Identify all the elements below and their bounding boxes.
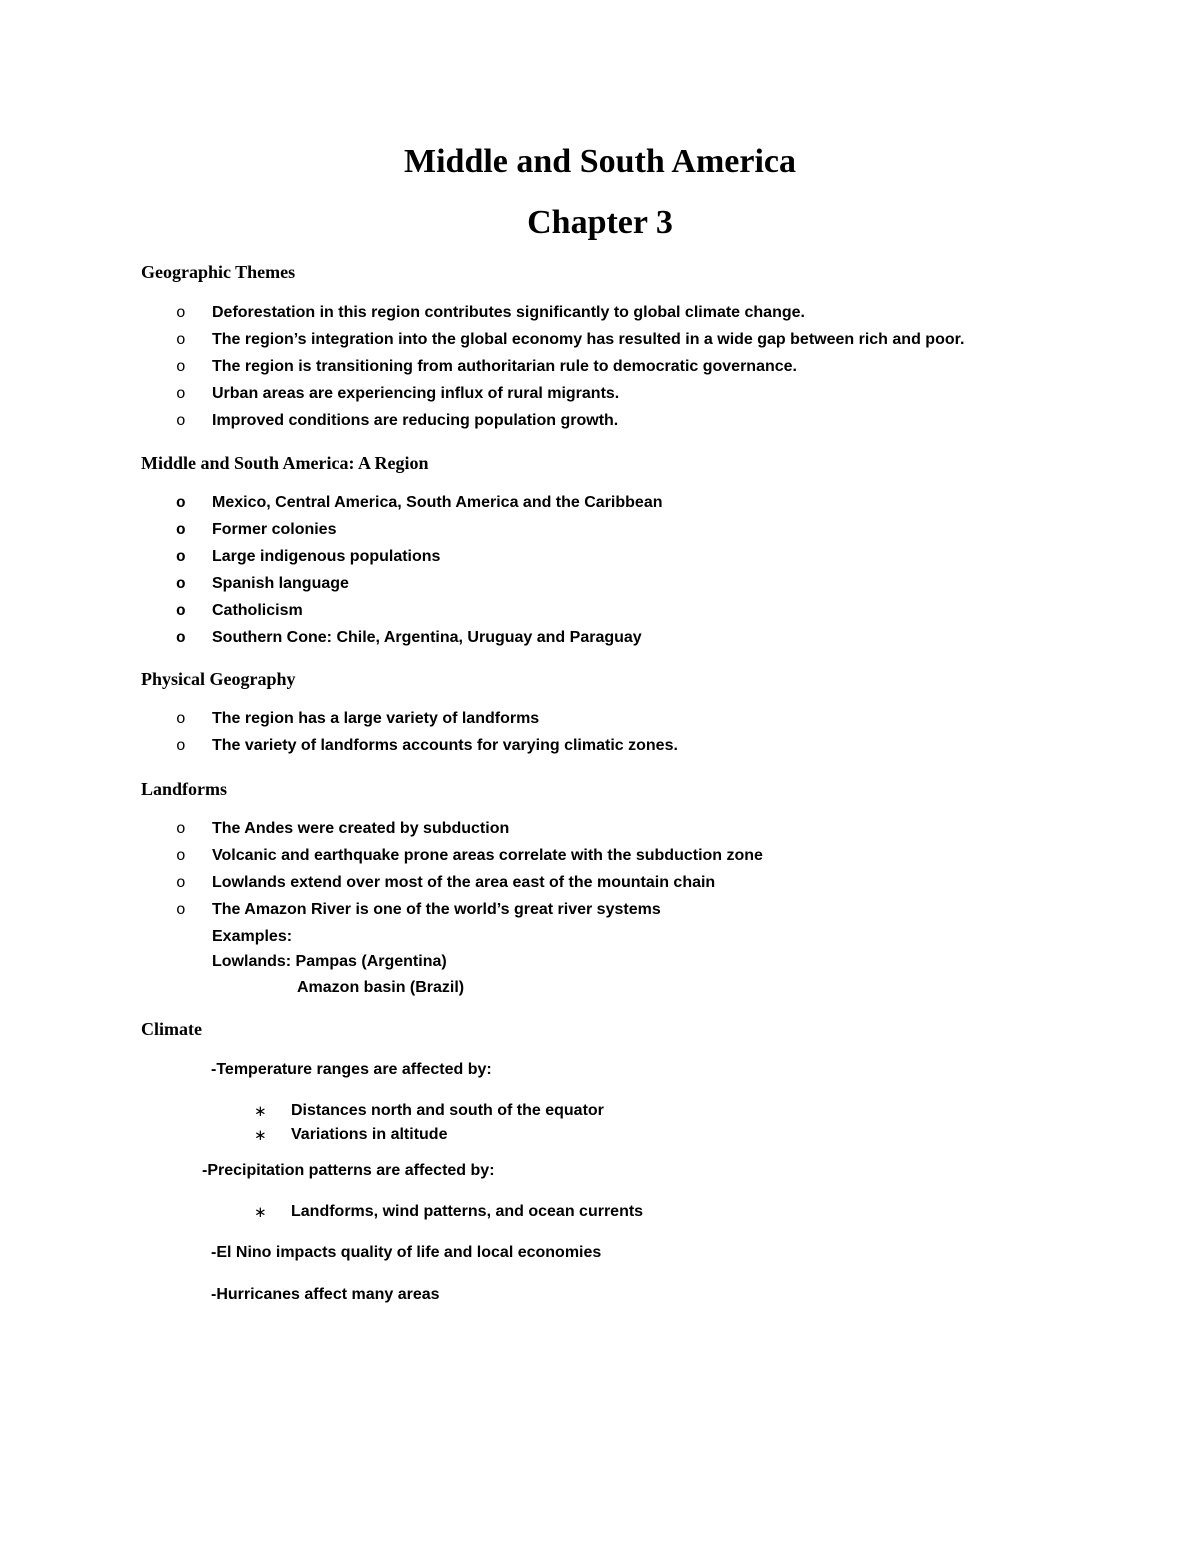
list-item-text: Deforestation in this region contributes significantly to global climate change. — [212, 304, 805, 321]
list-item — [0, 628, 1200, 655]
landforms-list — [0, 819, 1200, 927]
list-item-text: Volcanic and earthquake prone areas correlate with the subduction zone — [212, 847, 763, 864]
precipitation-line: -Precipitation patterns are affected by: — [202, 1162, 495, 1179]
bullet-icon: o — [176, 548, 186, 566]
temperature-item: Variations in altitude — [291, 1126, 448, 1143]
bullet-icon: o — [176, 331, 186, 349]
bullet-icon: o — [176, 575, 186, 593]
list-item — [0, 574, 1200, 601]
bullet-icon: o — [176, 847, 186, 865]
list-item-text: The region is transitioning from authoritarian rule to democratic governance. — [212, 358, 797, 375]
heading-physical-geography: Physical Geography — [141, 669, 296, 689]
list-item — [0, 846, 1200, 873]
list-item-text: Former colonies — [212, 521, 337, 538]
bullet-icon: o — [176, 820, 186, 838]
list-item — [0, 411, 1200, 438]
asterisk-icon: ∗ — [254, 1102, 267, 1120]
bullet-icon: o — [176, 304, 186, 322]
list-item-text: Spanish language — [212, 575, 349, 592]
list-item — [0, 601, 1200, 628]
list-item — [0, 493, 1200, 520]
heading-geographic-themes: Geographic Themes — [141, 262, 296, 282]
list-item — [0, 709, 1200, 736]
heading-climate: Climate — [141, 1019, 202, 1039]
list-item-text: Urban areas are experiencing influx of rural migrants. — [212, 385, 620, 402]
list-item-text: The region has a large variety of landforms — [212, 710, 540, 727]
bullet-icon: o — [176, 521, 186, 539]
list-item-text: The Andes were created by subduction — [212, 820, 510, 837]
chapter-title: Chapter 3 — [527, 204, 673, 241]
amazon-basin-line: Amazon basin (Brazil) — [297, 979, 465, 996]
list-item-text: Improved conditions are reducing population growth. — [212, 412, 619, 429]
list-item — [0, 303, 1200, 330]
geographic-themes-list — [0, 303, 1200, 438]
examples-label: Examples: — [212, 928, 293, 945]
list-item-text: The Amazon River is one of the world’s great river systems — [212, 901, 661, 918]
physical-geography-list — [0, 709, 1200, 763]
heading-region: Middle and South America: A Region — [141, 453, 429, 473]
region-list — [0, 493, 1200, 655]
list-item — [0, 330, 1200, 357]
bullet-icon: o — [176, 385, 186, 403]
bullet-icon: o — [176, 602, 186, 620]
temperature-line: -Temperature ranges are affected by: — [211, 1061, 492, 1078]
lowlands-line: Lowlands: Pampas (Argentina) — [212, 953, 447, 970]
bullet-icon: o — [176, 874, 186, 892]
bullet-icon: o — [176, 494, 186, 512]
list-item-text: Lowlands extend over most of the area east of the mountain chain — [212, 874, 716, 891]
bullet-icon: o — [176, 710, 186, 728]
list-item — [0, 819, 1200, 846]
document-title: Middle and South America — [404, 143, 796, 180]
temperature-item: Distances north and south of the equator — [291, 1102, 604, 1119]
list-item-text: Mexico, Central America, South America and the Caribbean — [212, 494, 663, 511]
list-item — [0, 520, 1200, 547]
list-item — [0, 357, 1200, 384]
list-item-text: Large indigenous populations — [212, 548, 441, 565]
bullet-icon: o — [176, 629, 186, 647]
list-item-text: Southern Cone: Chile, Argentina, Uruguay and Paraguay — [212, 629, 642, 646]
list-item — [0, 873, 1200, 900]
asterisk-icon: ∗ — [254, 1203, 267, 1221]
el-nino-line: -El Nino impacts quality of life and local economies — [211, 1244, 602, 1261]
list-item — [0, 900, 1200, 927]
asterisk-icon: ∗ — [254, 1126, 267, 1144]
bullet-icon: o — [176, 901, 186, 919]
precipitation-item: Landforms, wind patterns, and ocean currents — [291, 1203, 644, 1220]
bullet-icon: o — [176, 737, 186, 755]
list-item — [0, 384, 1200, 411]
list-item — [0, 547, 1200, 574]
bullet-icon: o — [176, 412, 186, 430]
list-item-text: The variety of landforms accounts for varying climatic zones. — [212, 737, 678, 754]
hurricanes-line: -Hurricanes affect many areas — [211, 1286, 440, 1303]
bullet-icon: o — [176, 358, 186, 376]
list-item-text: Catholicism — [212, 602, 303, 619]
heading-landforms: Landforms — [141, 779, 228, 799]
list-item — [0, 736, 1200, 763]
list-item-text: The region’s integration into the global economy has resulted in a wide gap between rich and poor. — [212, 331, 965, 348]
